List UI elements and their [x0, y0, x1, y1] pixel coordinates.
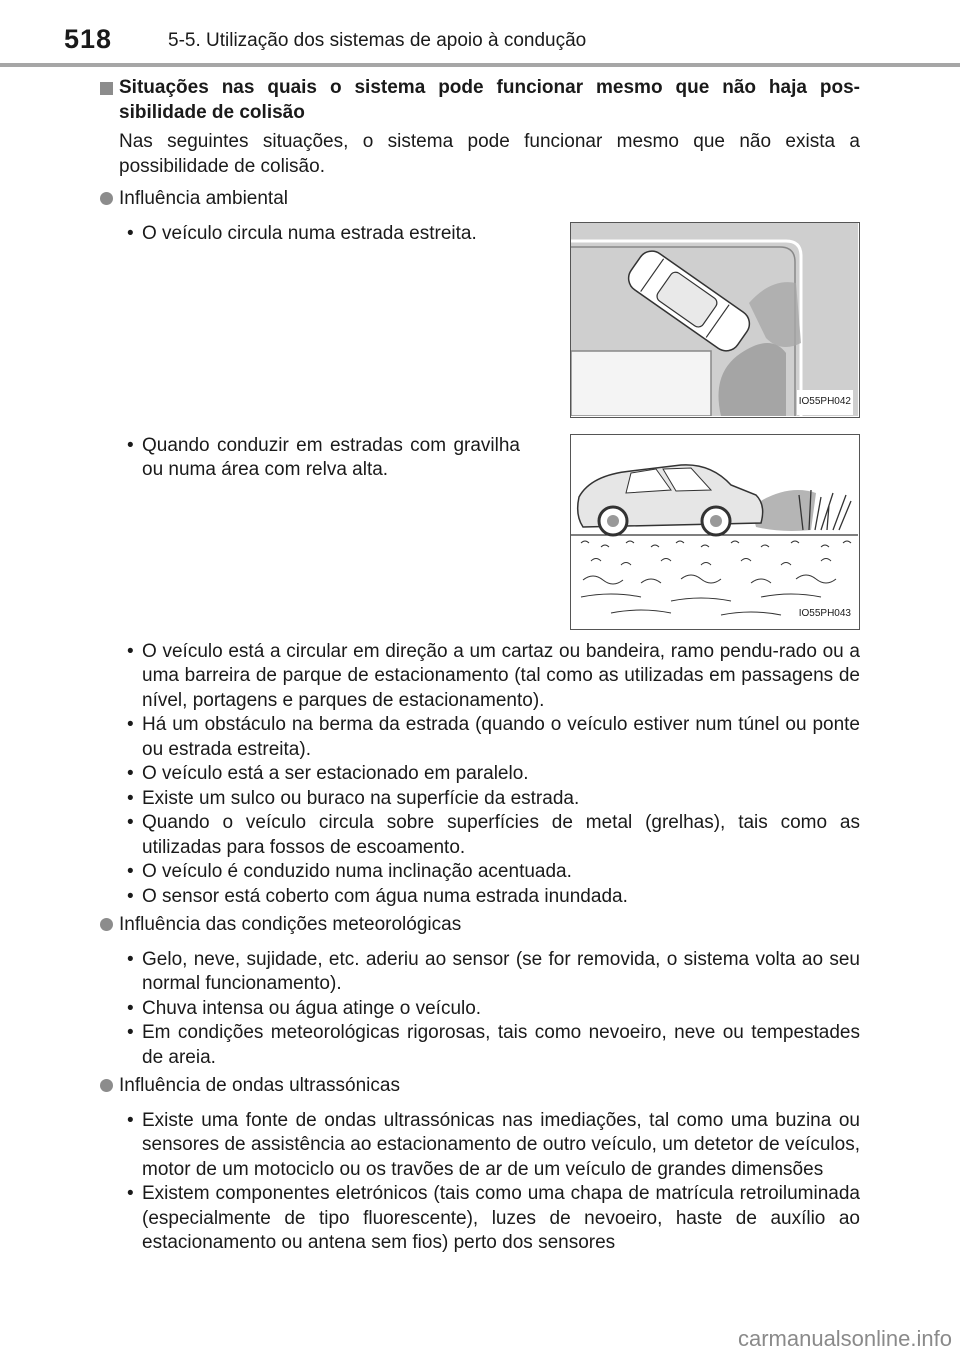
bullet-list-environment — [100, 640, 860, 910]
figure-row-gravel — [100, 434, 860, 630]
intro-paragraph: Nas seguintes situações, o sistema pode funcionar mesmo que não exista a possibilidade de colisão. — [119, 131, 860, 177]
watermark-link[interactable]: carmanualsonline.info — [737, 1326, 952, 1351]
figure-row-narrow-road — [100, 222, 860, 418]
group-heading-text: Influência das condições meteorológicas — [119, 914, 462, 935]
page-header — [0, 0, 960, 70]
list-item-text: Em condições meteorológicas rigorosas, tais como nevoeiro, neve ou tempestades de areia. — [142, 1022, 860, 1068]
group-heading-environment — [100, 187, 860, 212]
header-rule — [0, 63, 960, 67]
figure-id: IO55PH042 — [797, 390, 853, 415]
square-bullet-icon — [100, 82, 113, 95]
list-item — [100, 640, 860, 714]
list-item — [100, 860, 860, 885]
list-item — [100, 948, 860, 997]
bullet-icon: • — [127, 1109, 134, 1131]
bullet-list-ultrasonic — [100, 1109, 860, 1256]
list-item-text: O sensor está coberto com água numa estrada inundada. — [142, 885, 628, 907]
list-item-text: Quando o veículo circula sobre superfícies de metal (grelhas), tais como as utilizadas para fossos de escoamento. — [142, 812, 860, 858]
circle-bullet-icon — [100, 918, 113, 931]
list-item-text: Gelo, neve, sujidade, etc. aderiu ao sensor (se for removida, o sistema volta ao seu normal funcionamento). — [142, 948, 860, 994]
list-item — [100, 1021, 860, 1070]
list-item — [100, 885, 860, 910]
list-item — [100, 787, 860, 812]
bullet-icon: • — [127, 763, 134, 784]
list-item-text: O veículo é conduzido numa inclinação acentuada. — [142, 861, 572, 882]
narrow-road-illustration — [571, 223, 858, 416]
group-heading-text: Influência de ondas ultrassónicas — [119, 1075, 400, 1096]
list-item — [100, 762, 860, 787]
list-item-text: O veículo circula numa estrada estreita. — [142, 222, 477, 244]
figure-narrow-road — [570, 222, 860, 418]
bullet-list-weather — [100, 948, 860, 1071]
bullet-icon: • — [127, 640, 134, 662]
list-item — [100, 222, 520, 247]
bullet-icon: • — [127, 1022, 134, 1043]
bullet-icon: • — [127, 948, 134, 970]
figure-gravel-grass — [570, 434, 860, 630]
list-item — [100, 997, 860, 1022]
list-item — [100, 811, 860, 860]
bullet-list — [100, 222, 520, 418]
list-item-text: Existe um sulco ou buraco na superfície da estrada. — [142, 787, 580, 809]
main-content — [100, 76, 860, 1256]
bullet-icon: • — [127, 812, 134, 833]
list-item-text: Existem componentes eletrónicos (tais como uma chapa de matrícula retroiluminada (especialmente de tipo fluorescente), luzes de nevoeiro, haste de auxílio ao estacionamento ou antena sem fios) perto dos sensores — [142, 1183, 860, 1253]
bullet-list — [100, 434, 520, 630]
list-item-text: Chuva intensa ou água atinge o veículo. — [142, 997, 482, 1019]
bullet-icon: • — [127, 434, 134, 456]
list-item-text: O veículo está a ser estacionado em paralelo. — [142, 763, 529, 784]
section-heading — [100, 76, 860, 125]
bullet-icon: • — [127, 714, 134, 735]
list-item — [100, 1109, 860, 1183]
list-item — [100, 713, 860, 762]
list-item — [100, 1182, 860, 1256]
list-item-text: Há um obstáculo na berma da estrada (quando o veículo estiver num túnel ou ponte ou estrada estreita). — [142, 714, 860, 760]
bullet-icon: • — [127, 1183, 134, 1204]
bullet-icon: • — [127, 787, 134, 809]
bullet-icon: • — [127, 885, 134, 907]
circle-bullet-icon — [100, 192, 113, 205]
list-item — [100, 434, 520, 483]
gravel-road-illustration — [571, 435, 858, 628]
group-heading-ultrasonic — [100, 1074, 860, 1099]
section-title: 5-5. Utilização dos sistemas de apoio à condução — [168, 30, 587, 51]
section-heading-text: Situações nas quais o sistema pode funcionar mesmo que não haja pos-sibilidade de colisão — [119, 77, 860, 123]
group-heading-text: Influência ambiental — [119, 188, 288, 209]
list-item-text: Existe uma fonte de ondas ultrassónicas nas imediações, tal como uma buzina ou sensores de assistência ao estacionamento de outro veículo, um detetor de veículos, motor de um motociclo ou os travões de ar de um veículo de grandes dimensões — [142, 1109, 860, 1180]
bullet-icon: • — [127, 222, 134, 244]
list-item-text: O veículo está a circular em direção a um cartaz ou bandeira, ramo pendu-rado ou a uma barreira de parque de estacionamento (tal como as utilizadas em passagens de nível, portagens e parques de estacionamento). — [142, 640, 860, 711]
figure-id: IO55PH043 — [797, 602, 853, 627]
list-item-text: Quando conduzir em estradas com gravilha ou numa área com relva alta. — [142, 434, 520, 480]
group-heading-weather — [100, 913, 860, 938]
bullet-icon: • — [127, 997, 134, 1019]
circle-bullet-icon — [100, 1079, 113, 1092]
page-number: 518 — [64, 24, 113, 54]
bullet-icon: • — [127, 861, 134, 882]
